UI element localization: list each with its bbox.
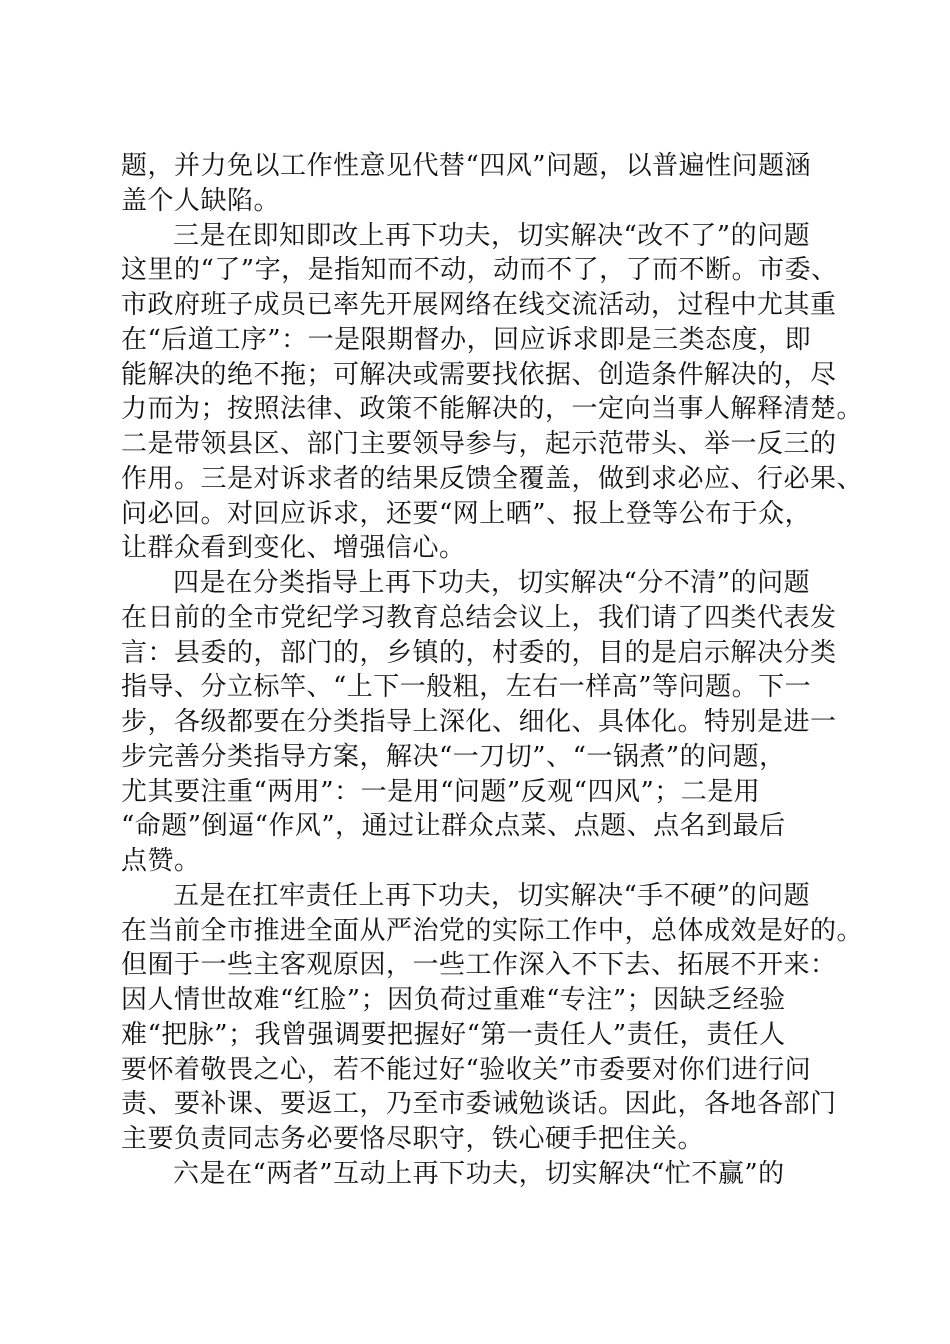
text-line: 在当前全市推进全面从严治党的实际工作中，总体成效是好的。 [121, 915, 864, 946]
text-line: 尤其要注重“两用”：一是用“问题”反观“四风”；二是用 [121, 776, 761, 807]
text-line: 指导、分立标竿、“上下一般粗，左右一样高”等问题。下一 [121, 672, 812, 703]
text-line: 让群众看到变化、增强信心。 [121, 533, 466, 564]
text-line: 六是在“两者”互动上再下功夫，切实解决“忙不赢”的 [173, 1158, 785, 1189]
text-line: 四是在分类指导上再下功夫，切实解决“分不清”的问题 [173, 568, 811, 598]
text-line: 作用。三是对诉求者的结果反馈全覆盖，做到求必应、行必果、 [121, 463, 864, 494]
text-line: 力而为；按照法律、政策不能解决的，一定向当事人解释清楚。 [121, 394, 864, 425]
text-line: 五是在扛牢责任上再下功夫，切实解决“手不硬”的问题 [173, 880, 811, 911]
text-line: 点赞。 [121, 846, 201, 876]
text-line: 要怀着敬畏之心，若不能过好“验收关”市委要对你们进行问 [121, 1054, 812, 1085]
text-line: 三是在即知即改上再下功夫，切实解决“改不了”的问题 [173, 220, 811, 251]
text-line: 主要负责同志务必要恪尽职守，铁心硬手把住关。 [121, 1124, 705, 1154]
text-line: 题，并力免以工作性意见代替“四风”问题，以普遍性问题涵 [121, 151, 812, 181]
document-body [121, 149, 864, 1192]
text-line: 在日前的全市党纪学习教育总结会议上，我们请了四类代表发 [121, 602, 837, 633]
text-line: 盖个人缺陷。 [121, 185, 281, 216]
text-line: 步，各级都要在分类指导上深化、细化、具体化。特别是进一 [121, 707, 837, 737]
text-line: 但囿于一些主客观原因，一些工作深入不下去、拓展不开来： [121, 950, 837, 981]
text-line: 言：县委的，部门的，乡镇的，村委的，目的是启示解决分类 [121, 637, 837, 668]
text-line: 二是带领县区、部门主要领导参与，起示范带头、举一反三的 [121, 429, 837, 459]
text-line: 在“后道工序”：一是限期督办，回应诉求即是三类态度，即 [121, 324, 812, 355]
text-line: 难“把脉”；我曾强调要把握好“第一责任人”责任，责任人 [121, 1019, 786, 1050]
text-line: 因人情世故难“红脸”；因负荷过重难“专注”；因缺乏经验 [121, 985, 786, 1015]
text-line: 步完善分类指导方案，解决“一刀切”、“一锅煮”的问题， [121, 741, 786, 772]
text-line: 问必回。对回应诉求，还要“网上晒”、报上登等公布于众， [121, 498, 812, 529]
text-line: 责、要补课、要返工，乃至市委诫勉谈话。因此，各地各部门 [121, 1089, 837, 1120]
text-line: 能解决的绝不拖；可解决或需要找依据、创造条件解决的，尽 [121, 359, 837, 390]
text-line: “命题”倒逼“作风”，通过让群众点菜、点题、点名到最后 [121, 811, 786, 842]
text-line: 这里的“了”字，是指知而不动，动而不了，了而不断。市委、 [121, 255, 838, 286]
text-line: 市政府班子成员已率先开展网络在线交流活动，过程中尤其重 [121, 290, 837, 320]
